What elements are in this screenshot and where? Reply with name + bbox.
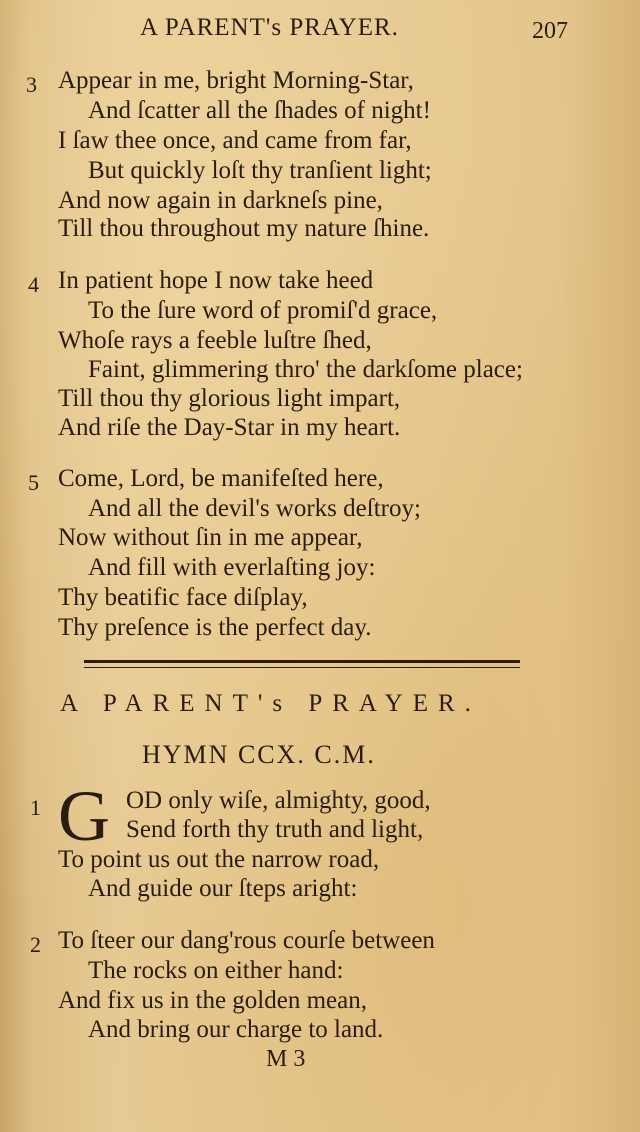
section-rule-thin bbox=[84, 667, 520, 668]
stanza-number: 2 bbox=[30, 932, 41, 957]
verse-line: And riſe the Day-Star in my heart. bbox=[58, 414, 401, 441]
verse-line: And fix us in the golden mean, bbox=[58, 987, 367, 1014]
verse-line: And all the devil's works deſtroy; bbox=[88, 495, 421, 522]
section-rule-thick bbox=[84, 660, 520, 663]
verse-line: Whoſe rays a feeble luſtre ſhed, bbox=[58, 327, 372, 354]
verse-line: Come, Lord, be manifeſted here, bbox=[58, 465, 384, 492]
verse-line: Now without ſin in me appear, bbox=[58, 524, 363, 551]
verse-line: The rocks on either hand: bbox=[88, 957, 344, 984]
verse-line: And ſcatter all the ſhades of night! bbox=[88, 97, 431, 124]
verse-line: And bring our charge to land. bbox=[88, 1016, 384, 1043]
verse-line: To point us out the narrow road, bbox=[58, 846, 380, 873]
verse-line: And fill with everlaſting joy: bbox=[88, 554, 376, 581]
drop-cap: G bbox=[58, 776, 110, 856]
verse-line: Thy beatific face diſplay, bbox=[58, 584, 308, 611]
verse-line: Appear in me, bright Morning-Star, bbox=[58, 67, 414, 94]
running-head: A PARENT's PRAYER. bbox=[140, 14, 399, 41]
verse-line: And guide our ſteps aright: bbox=[88, 875, 358, 902]
verse-line: But quickly loſt thy tranſient light; bbox=[88, 157, 432, 184]
verse-line: OD only wiſe, almighty, good, bbox=[126, 787, 431, 814]
verse-line: Faint, glimmering thro' the darkſome place; bbox=[88, 356, 523, 383]
stanza-number: 5 bbox=[28, 470, 39, 495]
verse-line: To ſteer our dang'rous courſe between bbox=[58, 927, 435, 954]
verse-line: In patient hope I now take heed bbox=[58, 267, 374, 294]
verse-line: Till thou thy glorious light impart, bbox=[58, 385, 401, 412]
verse-line: To the ſure word of promiſ'd grace, bbox=[88, 297, 438, 324]
signature-mark: M 3 bbox=[266, 1046, 306, 1072]
verse-line: And now again in darkneſs pine, bbox=[58, 187, 383, 214]
stanza-number: 1 bbox=[30, 795, 41, 820]
hymn-title: A PARENT's PRAYER. bbox=[60, 690, 481, 717]
page-number: 207 bbox=[532, 18, 568, 44]
stanza-number: 3 bbox=[26, 72, 37, 97]
stanza-number: 4 bbox=[28, 272, 39, 297]
verse-line: Till thou throughout my nature ſhine. bbox=[58, 215, 430, 242]
hymn-number: HYMN CCX. C.M. bbox=[142, 740, 376, 769]
verse-line: I ſaw thee once, and came from far, bbox=[58, 127, 412, 154]
verse-line: Thy preſence is the perfect day. bbox=[58, 614, 372, 641]
verse-line: Send forth thy truth and light, bbox=[126, 816, 424, 843]
